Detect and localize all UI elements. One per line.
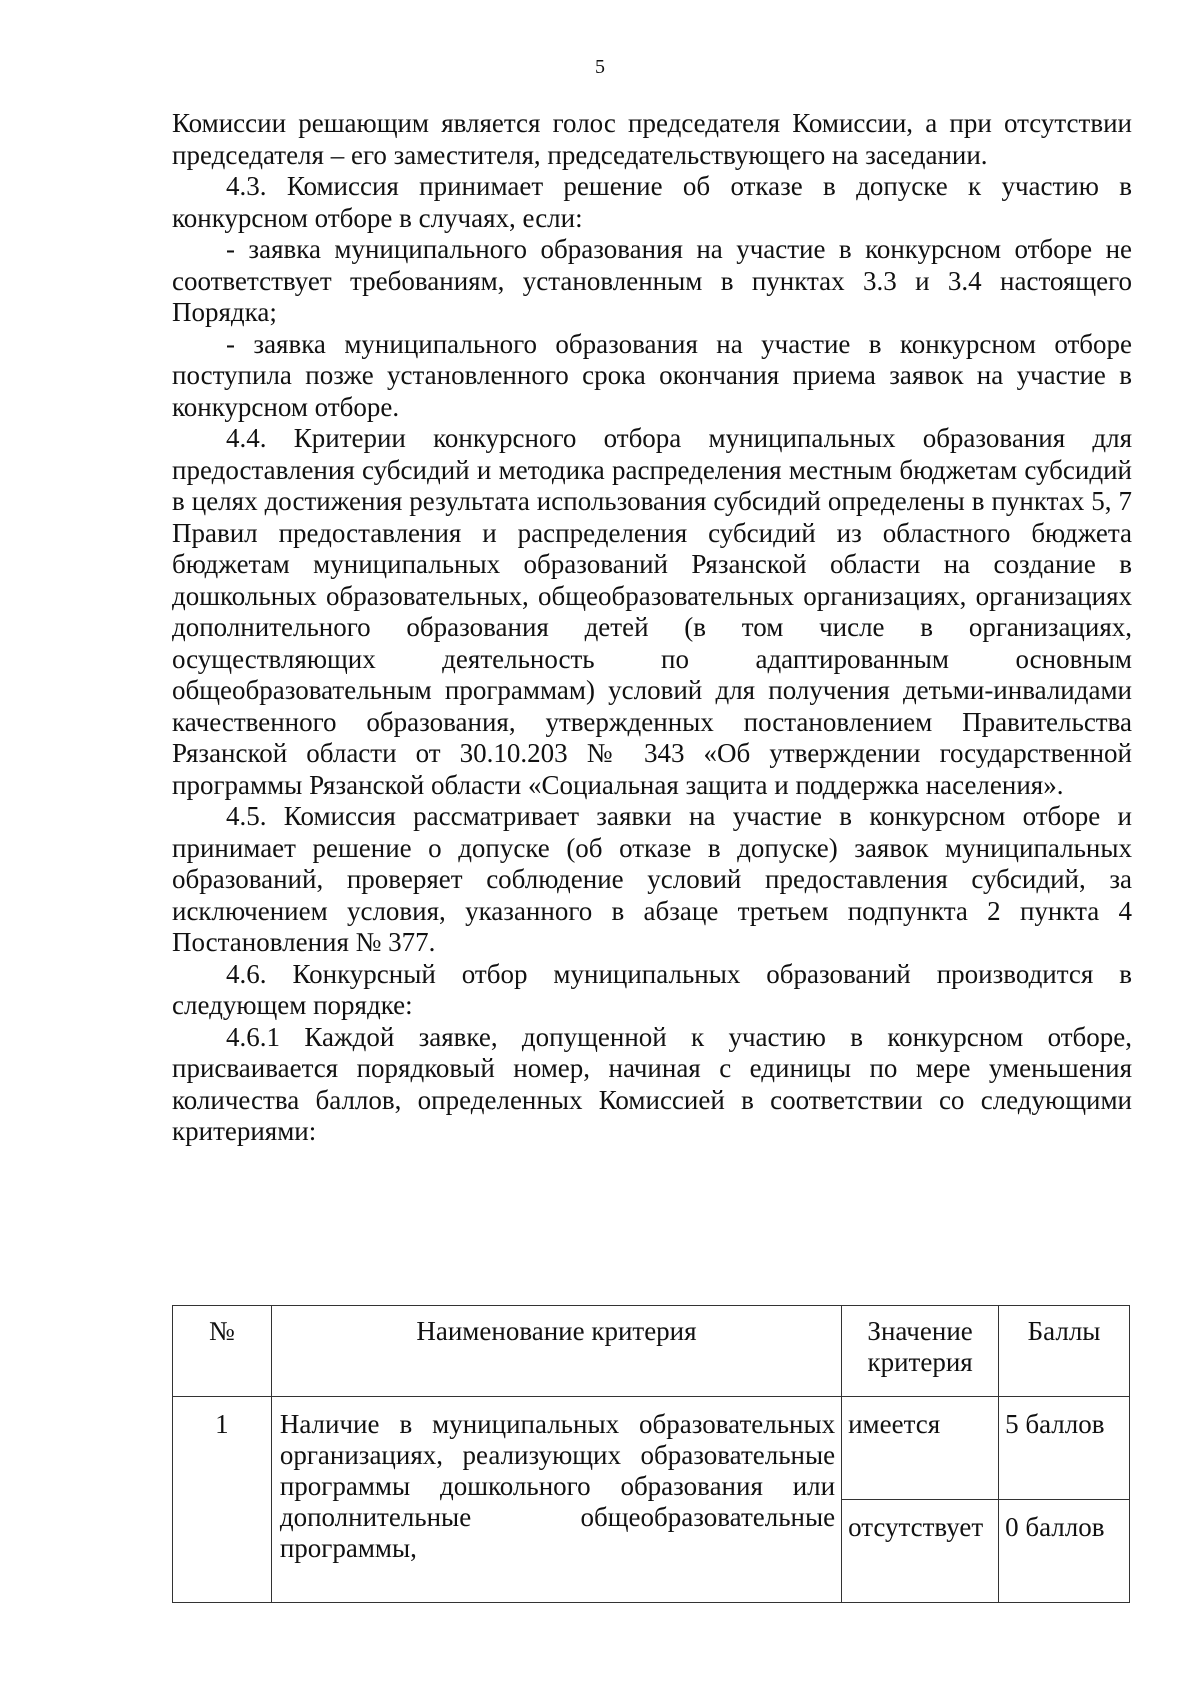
row-criterion-name: Наличие в муниципальных образовательных организациях, реализующих образовательные программы дошкольного образования или дополнительные общеобразовательные программы, <box>271 1397 841 1603</box>
row-values <box>842 1397 999 1603</box>
value-present: имеется <box>848 1409 941 1439</box>
paragraph-4-3-item-1: - заявка муниципального образования на участие в конкурсном отборе не соответствует требованиям, установленным в пунктах 3.3 и 3.4 настоящего Порядка; <box>172 234 1132 327</box>
row-points <box>999 1397 1130 1603</box>
header-num: № <box>173 1306 272 1397</box>
table-row <box>173 1397 1130 1603</box>
paragraph-4-4: 4.4. Критерии конкурсного отбора муниципальных образования для предоставления субсидий и методика распределения местным бюджетам субсидий в целях достижения результата использования субсидий определены в пунктах 5, 7 Правил предоставления и распределения субсидий из областного бюджета бюджетам муниципальных образований Рязанской области на создание в дошкольных образовательных, общеобразовательных организациях, организациях дополнительного образования детей (в том числе в организациях, осуществляющих деятельность по адаптированным основным общеобразовательным программам) условий для получения детьми-инвалидами качественного образования, утвержденных постановлением Правительства Рязанской области от 30.10.203 № 343 «Об утверждении государственной программы Рязанской области «Социальная защита и поддержка населения». <box>172 423 1132 800</box>
points-absent: 0 баллов <box>999 1499 1129 1602</box>
criteria-table <box>172 1305 1130 1603</box>
page-number: 5 <box>595 56 605 78</box>
row-num: 1 <box>173 1397 272 1603</box>
header-points: Баллы <box>999 1306 1130 1397</box>
paragraph-4-5: 4.5. Комиссия рассматривает заявки на участие в конкурсном отборе и принимает решение о допуске (об отказе в допуске) заявок муниципальных образований, проверяет соблюдение условий предоставления субсидий, за исключением условия, указанного в абзаце третьем подпункта 2 пункта 4 Постановления № 377. <box>172 801 1132 957</box>
header-criterion-name: Наименование критерия <box>271 1306 841 1397</box>
value-absent: отсутствует <box>842 1499 998 1602</box>
header-criterion-value: Значение критерия <box>842 1306 999 1397</box>
paragraph-4-6-1: 4.6.1 Каждой заявке, допущенной к участию в конкурсном отборе, присваивается порядковый номер, начиная с единицы по мере уменьшения количества баллов, определенных Комиссией в соответствии со следующими критериями: <box>172 1021 1132 1146</box>
table-header-row <box>173 1306 1130 1397</box>
paragraph-commission-vote: Комиссии решающим является голос председателя Комиссии, а при отсутствии председателя – его заместителя, председательствующего на заседании. <box>172 108 1132 170</box>
paragraph-4-3-item-2: - заявка муниципального образования на участие в конкурсном отборе поступила позже установленного срока окончания приема заявок на участие в конкурсном отборе. <box>172 328 1132 422</box>
paragraph-4-3: 4.3. Комиссия принимает решение об отказе в допуске к участию в конкурсном отборе в случаях, если: <box>172 171 1132 233</box>
paragraph-4-6: 4.6. Конкурсный отбор муниципальных образований производится в следующем порядке: <box>172 958 1132 1020</box>
document-body <box>172 108 1132 1148</box>
points-present: 5 баллов <box>1005 1409 1105 1439</box>
